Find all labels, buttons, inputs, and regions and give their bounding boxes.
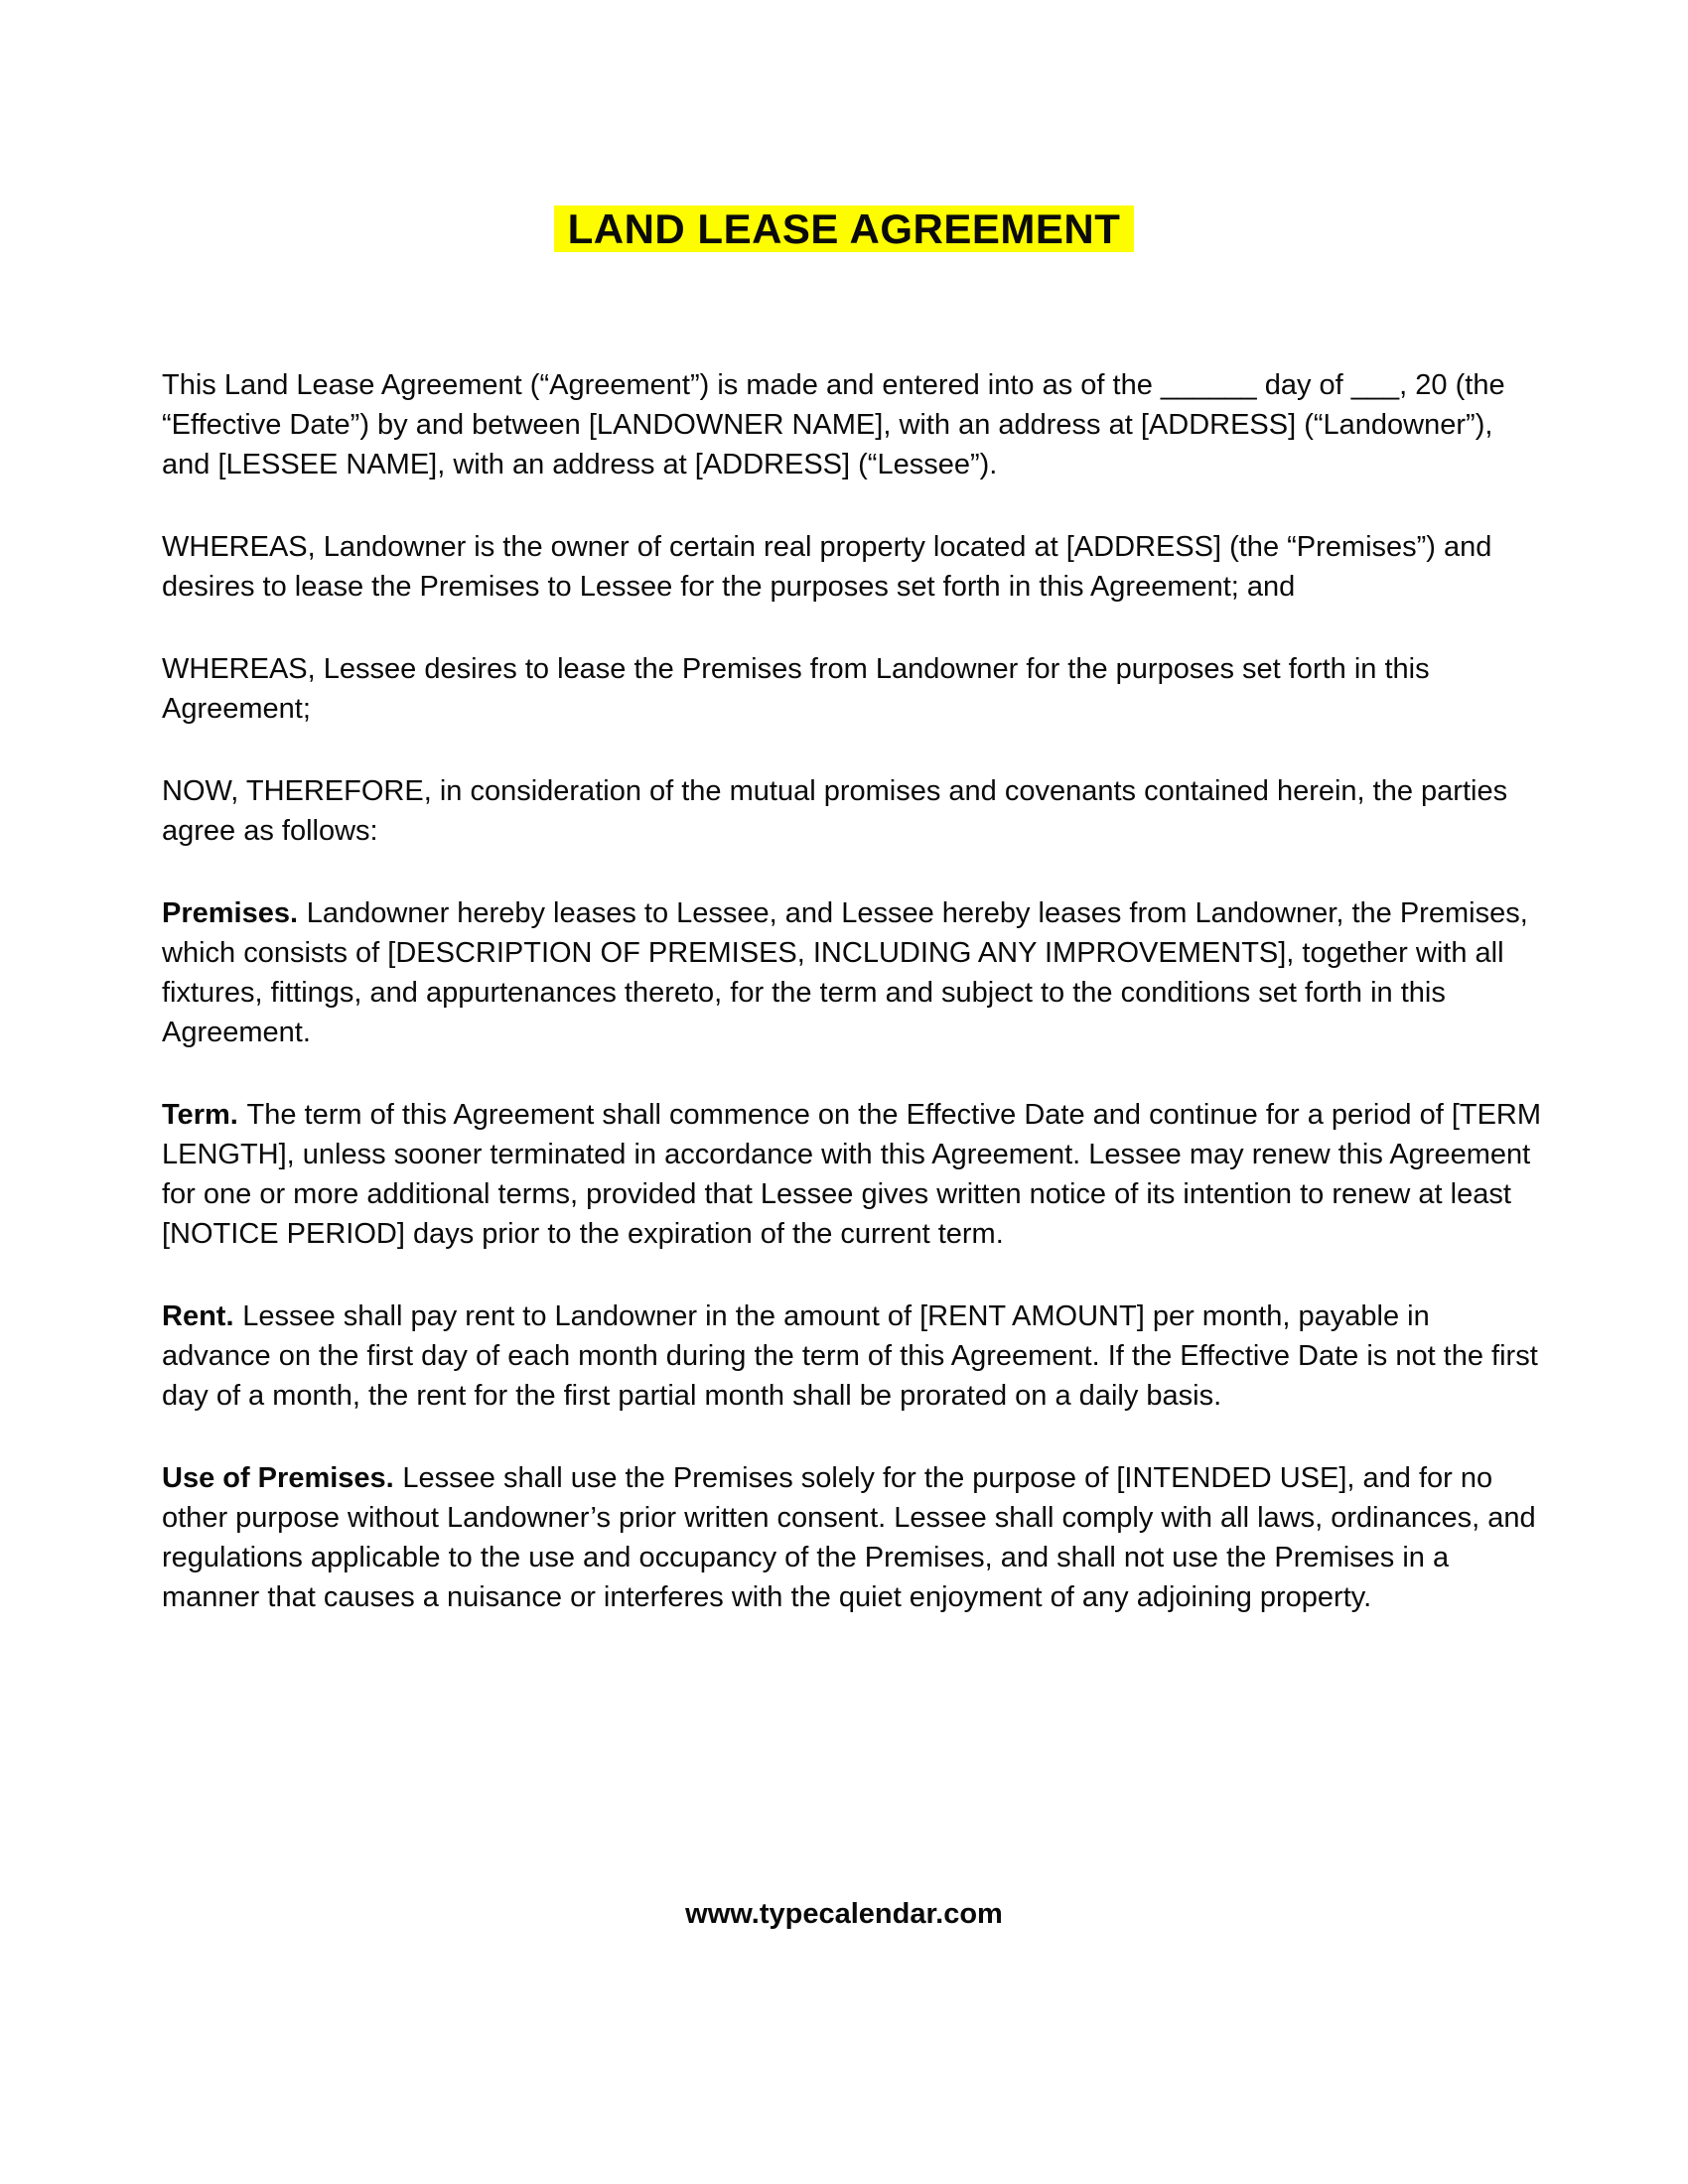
paragraph-text: WHEREAS, Landowner is the owner of certain real property located at [ADDRESS] (the “Premises”) and desires to lease the Premises to Lessee for the purposes set forth in this Agreement; and bbox=[162, 531, 1492, 603]
clause-heading: Use of Premises. bbox=[162, 1462, 394, 1494]
paragraph-text: Landowner hereby leases to Lessee, and Lessee hereby leases from Landowner, the Premises, which consists of [DESCRIPTION OF PREMISES, INCLUDING ANY IMPROVEMENTS], together with all fixtures, fittings, and appurtenances thereto, for the term and subject to the conditions set forth in this Agreement. bbox=[162, 897, 1528, 1048]
paragraph-whereas-lessee bbox=[162, 649, 1544, 729]
document-title bbox=[0, 197, 1688, 262]
paragraph-text: This Land Lease Agreement (“Agreement”) is made and entered into as of the ______ day of ___, 20 (the “Effective Date”) by and between [LANDOWNER NAME], with an address at [ADDRESS] (“Landowner”), and [LESSEE NAME], with an address at [ADDRESS] (“Lessee”). bbox=[162, 369, 1505, 480]
paragraph-whereas-landowner bbox=[162, 527, 1544, 607]
footer-url: www.typecalendar.com bbox=[685, 1898, 1003, 1930]
paragraph-text: Lessee shall use the Premises solely for the purpose of [INTENDED USE], and for no other purpose without Landowner’s prior written consent. Lessee shall comply with all laws, ordinances, and regulations applicable to the use and occupancy of the Premises, and shall not use the Premises in a manner that causes a nuisance or interferes with the quiet enjoyment of any adjoining property. bbox=[162, 1462, 1536, 1613]
clause-heading: Term. bbox=[162, 1099, 238, 1131]
paragraph-text: NOW, THEREFORE, in consideration of the mutual promises and covenants contained herein, the parties agree as follows: bbox=[162, 775, 1508, 847]
paragraph-intro bbox=[162, 365, 1544, 484]
title-highlight: LAND LEASE AGREEMENT bbox=[554, 205, 1135, 252]
document-body bbox=[162, 365, 1544, 1617]
clause-heading: Premises. bbox=[162, 897, 299, 929]
paragraph-text: WHEREAS, Lessee desires to lease the Premises from Landowner for the purposes set forth in this Agreement; bbox=[162, 653, 1430, 725]
paragraph-text: Lessee shall pay rent to Landowner in the amount of [RENT AMOUNT] per month, payable in advance on the first day of each month during the term of this Agreement. If the Effective Date is not the first day of a month, the rent for the first partial month shall be prorated on a daily basis. bbox=[162, 1300, 1538, 1412]
paragraph-use-of-premises-clause bbox=[162, 1458, 1544, 1617]
paragraph-now-therefore bbox=[162, 771, 1544, 851]
clause-heading: Rent. bbox=[162, 1300, 234, 1332]
paragraph-text: The term of this Agreement shall commence on the Effective Date and continue for a period of [TERM LENGTH], unless sooner terminated in accordance with this Agreement. Lessee may renew this Agreement for one or more additional terms, provided that Lessee gives written notice of its intention to renew at least [NOTICE PERIOD] days prior to the expiration of the current term. bbox=[162, 1099, 1542, 1250]
paragraph-term-clause bbox=[162, 1095, 1544, 1254]
paragraph-premises-clause bbox=[162, 893, 1544, 1052]
paragraph-rent-clause bbox=[162, 1297, 1544, 1416]
